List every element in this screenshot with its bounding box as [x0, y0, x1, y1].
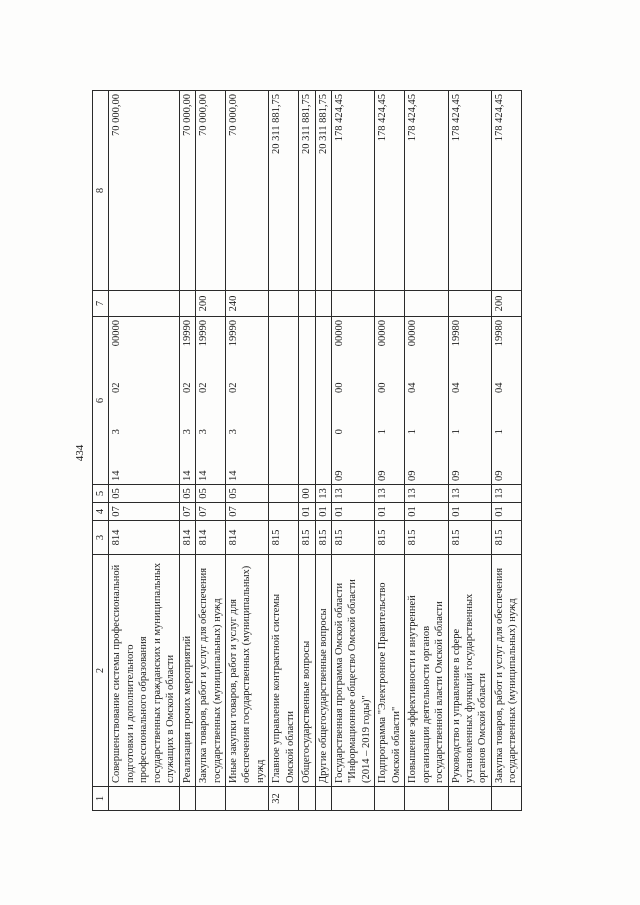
target-article-cell	[315, 316, 331, 484]
subsection-code-cell: 05	[179, 484, 195, 502]
amount-cell: 178 424,45	[405, 90, 448, 290]
target-article-cell	[405, 316, 448, 484]
target-article-part: 02	[181, 381, 193, 393]
ministry-code-cell: 815	[315, 520, 331, 554]
section-code-cell: 01	[491, 502, 521, 520]
target-article-cell	[491, 316, 521, 484]
section-code-cell: 07	[109, 502, 179, 520]
row-number-cell	[196, 786, 226, 810]
row-number-cell	[179, 786, 195, 810]
amount-cell: 20 311 881,75	[269, 90, 299, 290]
target-article-part: 04	[450, 381, 462, 393]
column-header: 1	[93, 786, 109, 810]
target-article-part: 3	[227, 428, 239, 434]
expense-type-cell	[448, 290, 491, 316]
table-row	[405, 90, 448, 810]
expense-type-cell	[332, 290, 375, 316]
subsection-code-cell	[269, 484, 299, 502]
target-article-part: 1	[493, 428, 505, 434]
row-number-cell	[405, 786, 448, 810]
section-code-cell: 07	[179, 502, 195, 520]
row-name-cell: Общегосударственные вопросы	[299, 554, 315, 786]
amount-cell: 70 000,00	[196, 90, 226, 290]
target-article-part: 02	[111, 381, 123, 393]
row-name-cell: Другие общегосударственные вопросы	[315, 554, 331, 786]
target-article-cell	[225, 316, 268, 484]
table-row	[196, 90, 226, 810]
ministry-code-cell: 814	[225, 520, 268, 554]
row-name-cell: Главное управление контрактной системы Омской области	[269, 554, 299, 786]
ministry-code-cell: 814	[109, 520, 179, 554]
target-article-part: 02	[198, 381, 210, 393]
ministry-code-cell: 814	[179, 520, 195, 554]
target-article-part: 14	[111, 470, 123, 481]
row-number-cell	[315, 786, 331, 810]
expense-type-cell: 200	[196, 290, 226, 316]
target-article-part: 09	[377, 470, 389, 481]
amount-cell: 178 424,45	[332, 90, 375, 290]
section-code-cell: 01	[448, 502, 491, 520]
row-name-cell: Подпрограмма "Электронное Правительство Омской области"	[375, 554, 405, 786]
target-article-part: 19990	[227, 319, 239, 346]
row-name-cell: Повышение эффективности и внутренней организации деятельности органов государственной власти Омской области	[405, 554, 448, 786]
subsection-code-cell: 00	[299, 484, 315, 502]
row-number-cell	[448, 786, 491, 810]
target-article-cell	[109, 316, 179, 484]
target-article-part: 19980	[493, 319, 505, 346]
column-header: 7	[93, 290, 109, 316]
target-article-part: 0	[334, 428, 345, 434]
target-article-cell	[375, 316, 405, 484]
row-number-cell	[225, 786, 268, 810]
table-row	[269, 90, 299, 810]
section-code-cell: 01	[375, 502, 405, 520]
target-article-part: 09	[334, 470, 345, 481]
target-article-part: 14	[181, 470, 193, 481]
amount-cell: 178 424,45	[448, 90, 491, 290]
row-name-cell: Совершенствование системы профессиональной подготовки и дополнительного профессионального образования государственных гражданских и муниципальных служащих в Омской области	[109, 554, 179, 786]
column-header: 2	[93, 554, 109, 786]
row-number-cell	[109, 786, 179, 810]
subsection-code-cell: 13	[491, 484, 521, 502]
target-article-part: 00	[377, 381, 389, 393]
column-header: 4	[93, 502, 109, 520]
target-article-part: 00000	[407, 319, 419, 346]
target-article-part: 04	[407, 381, 419, 393]
target-article-cell	[179, 316, 195, 484]
ministry-code-cell: 815	[491, 520, 521, 554]
header-row	[93, 90, 109, 810]
subsection-code-cell: 13	[332, 484, 375, 502]
target-article-part: 14	[198, 470, 210, 481]
subsection-code-cell: 13	[315, 484, 331, 502]
ministry-code-cell: 815	[299, 520, 315, 554]
expense-type-cell	[269, 290, 299, 316]
table-row	[225, 90, 268, 810]
row-name-cell: Закупка товаров, работ и услуг для обеспечения государственных (муниципальных) нужд	[196, 554, 226, 786]
ministry-code-cell: 815	[405, 520, 448, 554]
target-article-cell	[269, 316, 299, 484]
target-article-part: 00000	[111, 319, 123, 346]
amount-cell: 70 000,00	[179, 90, 195, 290]
target-article-part: 19990	[198, 319, 210, 346]
target-article-part: 00000	[334, 319, 345, 346]
target-article-part: 19990	[181, 319, 193, 346]
row-number-cell: 32	[269, 786, 299, 810]
row-name-cell: Иные закупки товаров, работ и услуг для обеспечения государственных (муниципальных) нужд	[225, 554, 268, 786]
target-article-part: 3	[198, 428, 210, 434]
row-number-cell	[299, 786, 315, 810]
amount-cell: 20 311 881,75	[299, 90, 315, 290]
expense-type-cell: 200	[491, 290, 521, 316]
section-code-cell: 07	[225, 502, 268, 520]
column-header: 5	[93, 484, 109, 502]
table-row	[375, 90, 405, 810]
expense-type-cell	[179, 290, 195, 316]
section-code-cell	[269, 502, 299, 520]
target-article-part: 00	[334, 381, 345, 393]
table-row	[332, 90, 375, 810]
section-code-cell: 01	[299, 502, 315, 520]
target-article-part: 3	[181, 428, 193, 434]
target-article-part: 09	[407, 470, 419, 481]
section-code-cell: 01	[315, 502, 331, 520]
amount-cell: 70 000,00	[225, 90, 268, 290]
target-article-part: 19980	[450, 319, 462, 346]
target-article-part: 09	[493, 470, 505, 481]
target-article-part: 04	[493, 381, 505, 393]
ministry-code-cell: 815	[332, 520, 375, 554]
row-number-cell	[491, 786, 521, 810]
amount-cell: 178 424,45	[491, 90, 521, 290]
target-article-cell	[448, 316, 491, 484]
table-row	[448, 90, 491, 810]
target-article-part: 1	[450, 428, 462, 434]
target-article-part: 09	[450, 470, 462, 481]
budget-table	[92, 90, 522, 811]
rotated-content	[70, 53, 570, 853]
table-row	[179, 90, 195, 810]
expense-type-cell	[299, 290, 315, 316]
subsection-code-cell: 05	[109, 484, 179, 502]
subsection-code-cell: 13	[405, 484, 448, 502]
table-row	[299, 90, 315, 810]
ministry-code-cell: 814	[196, 520, 226, 554]
page-number: 434	[74, 444, 86, 461]
table-row	[109, 90, 179, 810]
column-header: 3	[93, 520, 109, 554]
ministry-code-cell: 815	[269, 520, 299, 554]
section-code-cell: 01	[332, 502, 375, 520]
row-number-cell	[332, 786, 375, 810]
row-name-cell: Закупка товаров, работ и услуг для обеспечения государственных (муниципальных) нужд	[491, 554, 521, 786]
subsection-code-cell: 13	[448, 484, 491, 502]
expense-type-cell	[315, 290, 331, 316]
subsection-code-cell: 05	[225, 484, 268, 502]
expense-type-cell	[375, 290, 405, 316]
target-article-part: 02	[227, 381, 239, 393]
section-code-cell: 01	[405, 502, 448, 520]
table-row	[315, 90, 331, 810]
expense-type-cell: 240	[225, 290, 268, 316]
column-header: 8	[93, 90, 109, 290]
expense-type-cell	[405, 290, 448, 316]
table-body	[109, 90, 521, 810]
subsection-code-cell: 05	[196, 484, 226, 502]
column-header: 6	[93, 316, 109, 484]
row-name-cell: Руководство и управление в сфере установленных функций государственных органов Омской области	[448, 554, 491, 786]
target-article-part: 14	[227, 470, 239, 481]
target-article-part: 3	[111, 428, 123, 434]
ministry-code-cell: 815	[375, 520, 405, 554]
section-code-cell: 07	[196, 502, 226, 520]
amount-cell: 178 424,45	[375, 90, 405, 290]
target-article-cell	[299, 316, 315, 484]
row-number-cell	[375, 786, 405, 810]
amount-cell: 70 000,00	[109, 90, 179, 290]
target-article-cell	[332, 316, 375, 484]
target-article-part: 1	[407, 428, 419, 434]
expense-type-cell	[109, 290, 179, 316]
row-name-cell: Государственная программа Омской области "Информационное общество Омской области (2014 – 2019 годы)"	[332, 554, 375, 786]
row-name-cell: Реализация прочих мероприятий	[179, 554, 195, 786]
target-article-part: 00000	[377, 319, 389, 346]
target-article-cell	[196, 316, 226, 484]
target-article-part: 1	[377, 428, 389, 434]
ministry-code-cell: 815	[448, 520, 491, 554]
amount-cell: 20 311 881,75	[315, 90, 331, 290]
table-row	[491, 90, 521, 810]
subsection-code-cell: 13	[375, 484, 405, 502]
